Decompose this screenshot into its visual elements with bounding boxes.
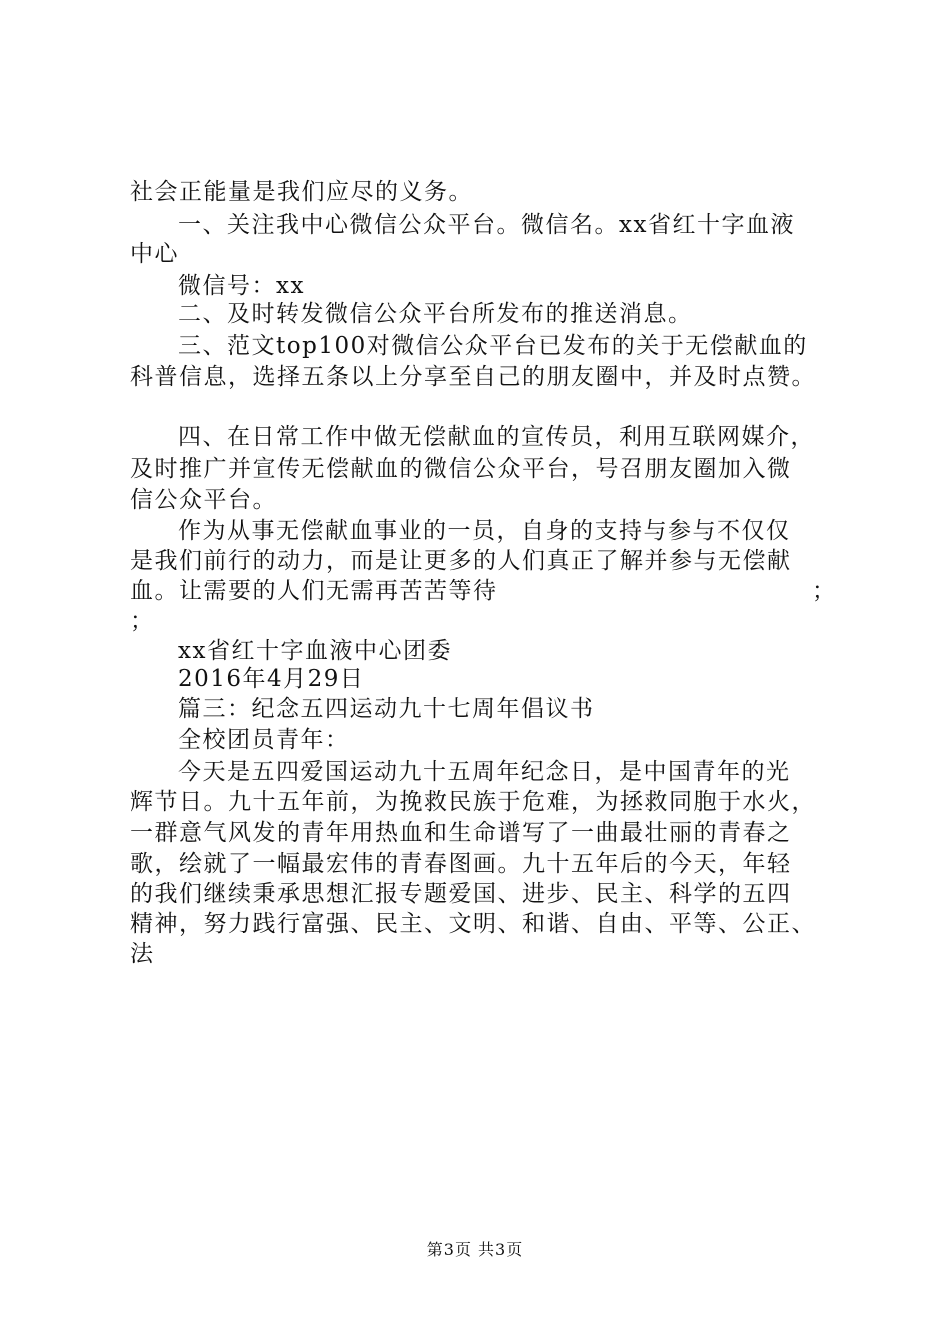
text-line: ；	[812, 578, 837, 604]
text-line: 一群意气风发的青年用热血和生命谱写了一曲最壮丽的青春之	[130, 820, 792, 846]
text-line: 社会正能量是我们应尽的义务。	[130, 179, 473, 205]
text-line: 信公众平台。	[130, 487, 277, 513]
section-title: 篇三：纪念五四运动九十七周年倡议书	[178, 696, 595, 722]
text-line: 精神，努力践行富强、民主、文明、和谐、自由、平等、公正、	[130, 911, 816, 937]
text-line: 的我们继续秉承思想汇报专题爱国、进步、民主、科学的五四	[130, 881, 792, 907]
signature-org: xx省红十字血液中心团委	[178, 638, 452, 664]
text-line: 科普信息，选择五条以上分享至自己的朋友圈中，并及时点赞。	[130, 364, 816, 390]
text-line: 歌，绘就了一幅最宏伟的青春图画。九十五年后的今天，年轻	[130, 851, 792, 877]
text-line: 三、范文top100对微信公众平台已发布的关于无偿献血的	[178, 333, 808, 359]
text-line: 中心	[130, 241, 179, 267]
signature-date: 2016年4月29日	[178, 666, 365, 692]
page-number: 第3页 共3页	[426, 1240, 524, 1259]
salutation: 全校团员青年：	[178, 727, 350, 753]
text-line: 是我们前行的动力，而是让更多的人们真正了解并参与无偿献	[130, 548, 792, 574]
text-line: 辉节日。九十五年前，为挽救民族于危难，为拯救同胞于水火，	[130, 789, 816, 815]
text-line: 微信号：xx	[178, 273, 305, 299]
text-line: 二、及时转发微信公众平台所发布的推送消息。	[178, 301, 693, 327]
text-line: 一、关注我中心微信公众平台。微信名。xx省红十字血液	[178, 212, 795, 238]
text-line: ；	[130, 608, 155, 634]
text-line: 作为从事无偿献血事业的一员，自身的支持与参与不仅仅	[178, 518, 791, 544]
text-line: 血。让需要的人们无需再苦苦等待	[130, 578, 498, 604]
text-line: 法	[130, 941, 155, 967]
text-line: 今天是五四爱国运动九十五周年纪念日，是中国青年的光	[178, 759, 791, 785]
text-line: 四、在日常工作中做无偿献血的宣传员，利用互联网媒介，	[178, 424, 815, 450]
text-line: 及时推广并宣传无偿献血的微信公众平台，号召朋友圈加入微	[130, 456, 792, 482]
